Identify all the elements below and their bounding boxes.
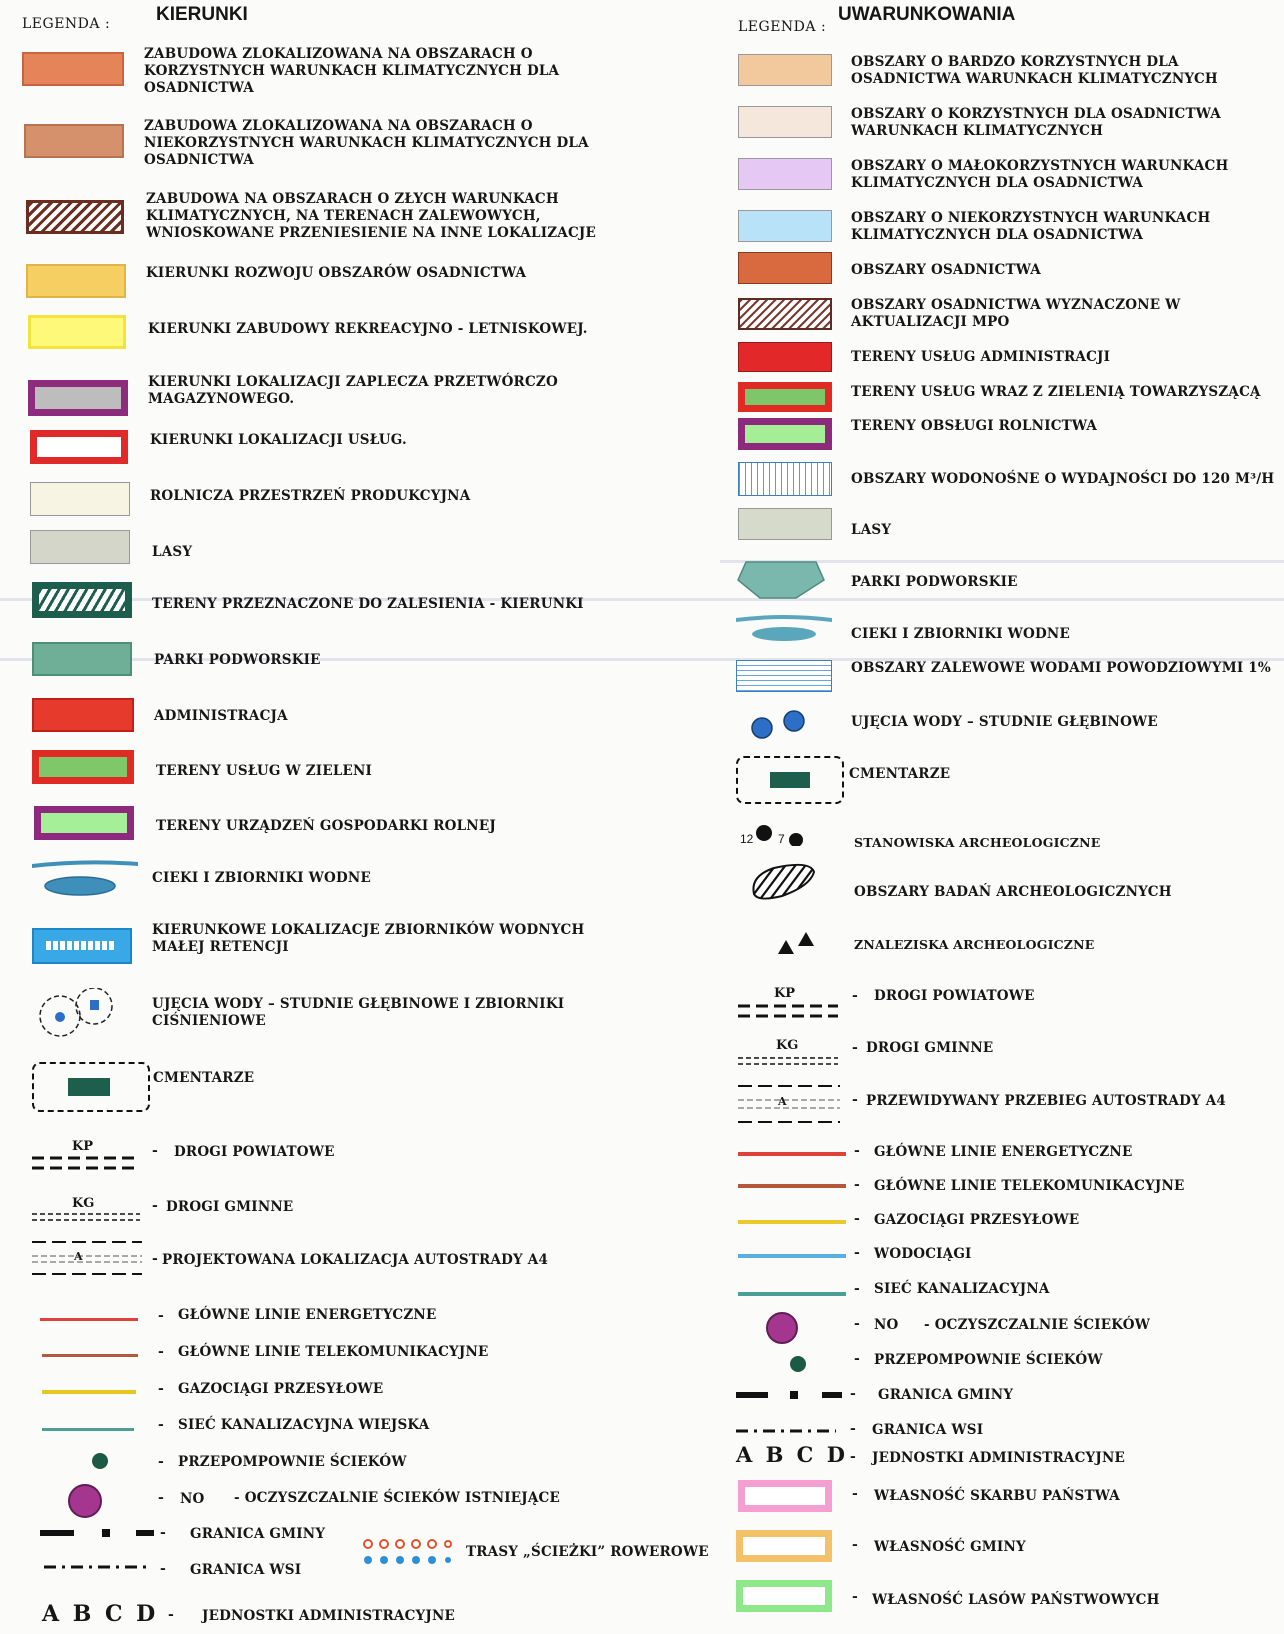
separator-dash: - [850, 1421, 856, 1437]
separator-dash: - [158, 1308, 164, 1324]
legend-item-label: UJĘCIA WODY – STUDNIE GŁĘBINOWE [851, 714, 1158, 730]
legend-item-label: ZABUDOWA ZLOKALIZOWANA NA OBSZARACH O KORZYSTNYCH WARUNKACH KLIMATYCZNYCH DLA OSADNICTWA [144, 46, 560, 96]
commune-border-icon [40, 1528, 154, 1538]
water-pipe-icon [738, 1254, 846, 1258]
cycle-route-icon [362, 1538, 452, 1568]
water-intake-icon [38, 988, 118, 1038]
legend-item-label: PARKI PODWORSKIE [154, 652, 321, 668]
legend-item-label: CMENTARZE [153, 1070, 255, 1086]
pump-station-icon [92, 1453, 108, 1469]
legend-item-label: GŁÓWNE LINIE TELEKOMUNIKACYJNE [178, 1344, 489, 1360]
legend-label: LEGENDA : [22, 16, 111, 32]
village-border-icon [44, 1564, 148, 1570]
legend-item-label: ZABUDOWA ZLOKALIZOWANA NA OBSZARACH O NIEKORZYSTNYCH WARUNKACH KLIMATYCZNYCH DLA OSADNICTWA [144, 118, 589, 168]
swatch-forest [738, 508, 832, 540]
village-border-icon [736, 1428, 836, 1434]
swatch-light-peach [738, 106, 832, 138]
telecom-line-icon [738, 1184, 846, 1188]
power-line-icon [40, 1318, 138, 1321]
swatch-yellow-orange [26, 264, 126, 298]
swatch-hatched-settlement [738, 298, 832, 330]
gas-line-icon [738, 1220, 846, 1224]
swatch-purple-gray [28, 380, 128, 416]
legend-item-label: TERENY OBSŁUGI ROLNICTWA [851, 418, 1098, 434]
water-course-icon [30, 858, 140, 898]
cemetery-icon [32, 1062, 150, 1112]
separator-dash: - [852, 1040, 858, 1056]
legend-item-label: OBSZARY BADAŃ ARCHEOLOGICZNYCH [854, 884, 1172, 900]
separator-dash: - [152, 1143, 158, 1159]
legend-item-label: GRANICA WSI [872, 1422, 984, 1438]
water-body-icon [736, 614, 832, 642]
site-number-7: 7 [778, 832, 785, 846]
swatch-forest-gray [30, 530, 130, 564]
legend-item-label: GRANICA WSI [190, 1562, 302, 1578]
archaeological-site-icon [740, 822, 810, 846]
separator-dash: - [850, 1386, 856, 1402]
swatch-red-green [32, 750, 134, 784]
separator-dash: - [854, 1351, 860, 1367]
code-no: NO [874, 1317, 899, 1333]
swatch-hatched-brown [26, 200, 124, 234]
swatch-admin-red [738, 342, 832, 372]
legend-item-label: TERENY USŁUG ADMINISTRACJI [851, 349, 1111, 365]
legend-item-label: ADMINISTRACJA [154, 708, 288, 724]
commune-border-icon [736, 1390, 842, 1400]
uwarunkowania-column [720, 0, 1284, 1634]
legend-item-label: CIEKI I ZBIORNIKI WODNE [851, 626, 1070, 642]
motorway-icon [32, 1238, 142, 1278]
legend-item-label: DROGI POWIATOWE [874, 988, 1035, 1004]
separator-dash: - [852, 1589, 858, 1605]
manor-park-icon [736, 558, 826, 600]
legend-item-label: SIEĆ KANALIZACYJNA [874, 1281, 1050, 1297]
deep-well-icon [750, 710, 810, 742]
pump-station-icon [790, 1356, 806, 1372]
sewage-plant-icon [68, 1484, 102, 1518]
road-code-a: A [74, 1250, 83, 1263]
power-line-icon [738, 1152, 846, 1156]
legend-label: LEGENDA : [738, 19, 827, 35]
legend-item-label: DROGI GMINNE [166, 1199, 294, 1215]
road-code-kp: KP [774, 986, 796, 1001]
separator-dash: - [158, 1417, 164, 1433]
legend-item-label: DROGI POWIATOWE [174, 1144, 335, 1160]
legend-item-label: TERENY URZĄDZEŃ GOSPODARKI ROLNEJ [156, 818, 496, 834]
swatch-state-property [738, 1480, 832, 1512]
swatch-blue-retention [32, 928, 132, 964]
separator-dash: - [854, 1143, 860, 1159]
legend-item-label: CMENTARZE [849, 766, 951, 782]
separator-dash: - [854, 1316, 860, 1332]
road-code-kp: KP [72, 1139, 94, 1154]
legend-item-label: ZNALEZISKA ARCHEOLOGICZNE [854, 937, 1095, 952]
legend-item-label: KIERUNKOWE LOKALIZACJE ZBIORNIKÓW WODNYCH MAŁEJ RETENCJI [152, 922, 585, 955]
legend-item-label: WŁASNOŚĆ LASÓW PAŃSTWOWYCH [872, 1592, 1160, 1608]
cemetery-icon [736, 756, 844, 804]
swatch-lavender [738, 158, 832, 190]
legend-item-label: GRANICA GMINY [190, 1526, 326, 1542]
legend-item-label: LASY [851, 522, 892, 538]
separator-dash: - [852, 1537, 858, 1553]
separator-dash: - [852, 1486, 858, 1502]
column-title: UWARUNKOWANIA [838, 4, 1016, 25]
legend-item-label: PRZEPOMPOWNIE ŚCIEKÓW [178, 1454, 407, 1470]
admin-units-symbol: A B C D [42, 1601, 159, 1627]
code-no: NO [180, 1491, 205, 1507]
legend-item-label: GAZOCIĄGI PRZESYŁOWE [874, 1212, 1080, 1228]
legend-item-label: PRZEPOMPOWNIE ŚCIEKÓW [874, 1352, 1103, 1368]
swatch-forest-property [736, 1580, 832, 1612]
legend-item-label: OBSZARY O NIEKORZYSTNYCH WARUNKACH KLIMATYCZNYCH DLA OSADNICTWA [851, 210, 1211, 243]
road-code-kg: KG [72, 1196, 95, 1211]
legend-item-label: TERENY USŁUG W ZIELENI [156, 763, 373, 779]
legend-item-label: OBSZARY ZALEWOWE WODAMI POWODZIOWYMI 1% [851, 660, 1271, 676]
swatch-red [32, 698, 134, 732]
county-road-icon [32, 1139, 140, 1174]
swatch-yellow [28, 315, 126, 349]
legend-item-label: OBSZARY OSADNICTWA [851, 262, 1041, 278]
swatch-aquifer [738, 462, 832, 496]
archaeological-area-icon [748, 862, 818, 902]
motorway-icon [738, 1082, 840, 1126]
legend-item-label: ZABUDOWA NA OBSZARACH O ZŁYCH WARUNKACH KLIMATYCZNYCH, NA TERENACH ZALEWOWYCH, WNIOSKOWANE PRZENIESIENIE NA INNE LOKALIZACJE [146, 191, 596, 241]
legend-item-label: UJĘCIA WODY – STUDNIE GŁĘBINOWE I ZBIORNIKI CIŚNIENIOWE [152, 996, 565, 1029]
legend-item-label: DROGI GMINNE [866, 1040, 994, 1056]
county-road-icon [738, 986, 838, 1020]
legend-item-label: WŁASNOŚĆ SKARBU PAŃSTWA [874, 1488, 1120, 1504]
separator-dash: - [854, 1211, 860, 1227]
gas-line-icon [42, 1390, 136, 1394]
sewer-line-icon [738, 1292, 846, 1296]
swatch-light-brown [24, 124, 124, 158]
admin-units-symbol: A B C D [736, 1442, 848, 1467]
legend-item-label: TERENY USŁUG WRAZ Z ZIELENIĄ TOWARZYSZĄCĄ [851, 384, 1261, 400]
legend-item-label: OBSZARY OSADNICTWA WYZNACZONE W AKTUALIZACJI MPO [851, 297, 1181, 330]
site-number-12: 12 [740, 832, 754, 846]
swatch-flood-zone [736, 660, 832, 692]
separator-dash: - [160, 1525, 166, 1541]
legend-item-label: GAZOCIĄGI PRZESYŁOWE [178, 1381, 384, 1397]
legend-item-label: GRANICA GMINY [878, 1387, 1014, 1403]
column-title: KIERUNKI [156, 4, 248, 25]
legend-item-label: WODOCIĄGI [874, 1246, 972, 1262]
swatch-settlement [738, 252, 832, 284]
legend-item-label: OBSZARY O BARDZO KORZYSTNYCH DLA OSADNICTWA WARUNKACH KLIMATYCZNYCH [851, 54, 1218, 87]
legend-item-label: STANOWISKA ARCHEOLOGICZNE [854, 835, 1101, 850]
separator-dash: - [852, 988, 858, 1004]
legend-item-label: KIERUNKI ROZWOJU OBSZARÓW OSADNICTWA [146, 265, 527, 281]
legend-item-label: - OCZYSZCZALNIE ŚCIEKÓW [924, 1317, 1151, 1333]
swatch-peach [738, 54, 832, 86]
swatch-dark-green-hatch [32, 582, 132, 618]
legend-item-label: GŁÓWNE LINIE ENERGETYCZNE [178, 1307, 437, 1323]
swatch-commune-property [736, 1530, 832, 1562]
legend-item-label: CIEKI I ZBIORNIKI WODNE [152, 870, 371, 886]
separator-dash: - [854, 1177, 860, 1193]
separator-dash: - [152, 1198, 158, 1214]
municipal-road-icon [32, 1198, 140, 1226]
telecom-line-icon [42, 1354, 138, 1357]
legend-item-label: JEDNOSTKI ADMINISTRACYJNE [202, 1608, 456, 1624]
legend-item-label: GŁÓWNE LINIE ENERGETYCZNE [874, 1144, 1133, 1160]
legend-item-label: GŁÓWNE LINIE TELEKOMUNIKACYJNE [874, 1178, 1185, 1194]
legend-item-label: OBSZARY O MAŁOKORZYSTNYCH WARUNKACH KLIMATYCZNYCH DLA OSADNICTWA [851, 158, 1229, 191]
legend-item-label: LASY [152, 544, 193, 560]
municipal-road-icon [738, 1038, 838, 1068]
legend-item-label: OBSZARY WODONOŚNE O WYDAJNOŚCI DO 120 M³/H [851, 471, 1275, 487]
road-code-kg: KG [776, 1038, 799, 1053]
legend-item-label: OBSZARY O KORZYSTNYCH DLA OSADNICTWA WARUNKACH KLIMATYCZNYCH [851, 106, 1221, 139]
swatch-services-green [738, 382, 832, 412]
legend-item-label: ROLNICZA PRZESTRZEŃ PRODUKCYJNA [150, 488, 471, 504]
swatch-park-green [32, 642, 132, 676]
separator-dash: - [158, 1381, 164, 1397]
legend-item-label: WŁASNOŚĆ GMINY [874, 1539, 1026, 1555]
separator-dash: - [850, 1449, 856, 1465]
separator-dash: - [158, 1490, 164, 1506]
swatch-orange [22, 52, 124, 86]
road-code-a: A [778, 1095, 787, 1108]
swatch-agri-service [738, 418, 832, 450]
separator-dash: - [852, 1092, 858, 1108]
legend-item-label: PROJEKTOWANA LOKALIZACJA AUTOSTRADY A4 [162, 1252, 549, 1268]
legend-item-label: JEDNOSTKI ADMINISTRACYJNE [872, 1450, 1126, 1466]
swatch-red-frame [30, 430, 128, 464]
separator-dash: - [158, 1454, 164, 1470]
sewage-plant-icon [766, 1312, 798, 1344]
separator-dash: - [158, 1344, 164, 1360]
separator-dash: - [168, 1607, 174, 1623]
legend-item-label: KIERUNKI LOKALIZACJI ZAPLECZA PRZETWÓRCZO MAGAZYNOWEGO. [148, 374, 558, 407]
swatch-purple-green [34, 806, 134, 840]
legend-item-label: PRZEWIDYWANY PRZEBIEG AUTOSTRADY A4 [866, 1093, 1226, 1109]
separator-dash: - [854, 1281, 860, 1297]
swatch-cream [30, 482, 130, 516]
archaeological-find-icon [776, 928, 822, 956]
legend-item-label: - OCZYSZCZALNIE ŚCIEKÓW ISTNIEJĄCE [234, 1490, 560, 1506]
legend-item-label: KIERUNKI LOKALIZACJI USŁUG. [150, 432, 407, 448]
legend-item-label: TRASY „ŚCIEŻKI” ROWEROWE [466, 1544, 709, 1560]
sewer-line-icon [42, 1428, 134, 1431]
legend-item-label: SIEĆ KANALIZACYJNA WIEJSKA [178, 1417, 430, 1433]
separator-dash: - [854, 1245, 860, 1261]
separator-dash: - [160, 1561, 166, 1577]
legend-item-label: TERENY PRZEZNACZONE DO ZALESIENIA - KIERUNKI [152, 596, 584, 612]
legend-item-label: KIERUNKI ZABUDOWY REKREACYJNO - LETNISKOWEJ. [148, 321, 588, 337]
legend-item-label: PARKI PODWORSKIE [851, 574, 1018, 590]
separator-dash: - [152, 1251, 158, 1267]
swatch-light-blue [738, 210, 832, 242]
